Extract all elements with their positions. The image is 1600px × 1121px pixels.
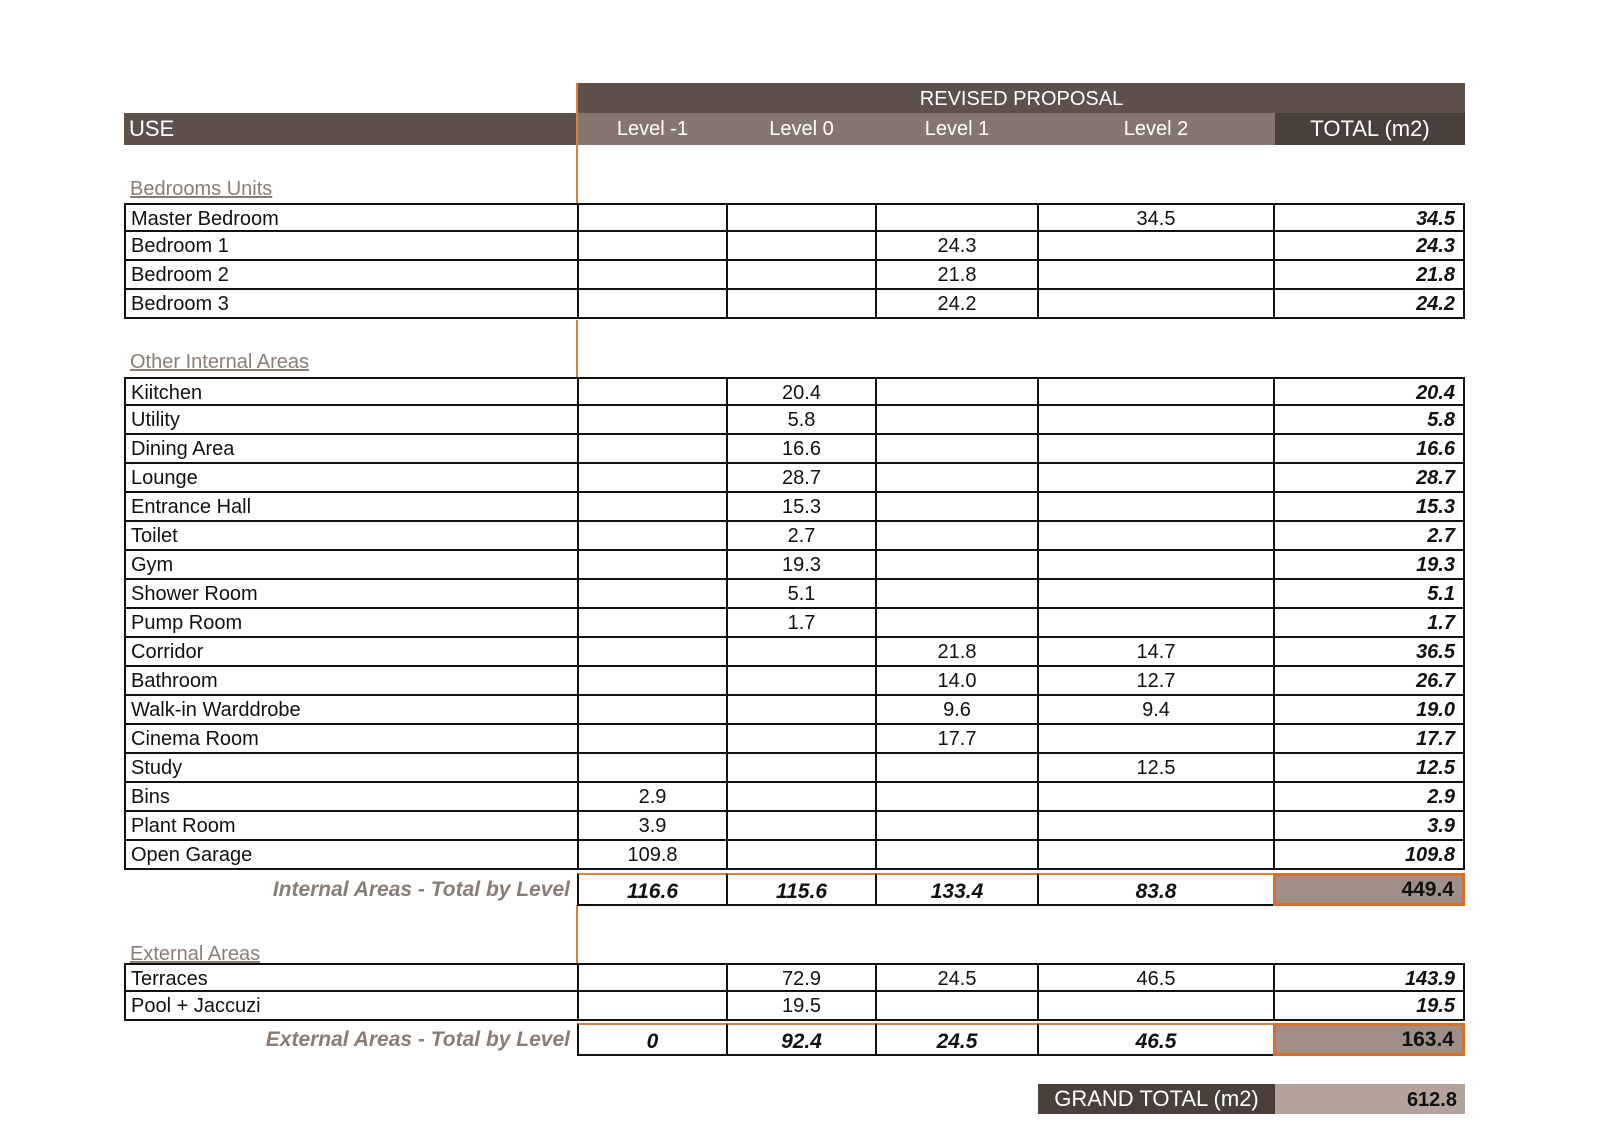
use-cell: Master Bedroom bbox=[124, 203, 577, 232]
level-2-header: Level 2 bbox=[1123, 118, 1189, 140]
level-1-cell: 21.8 bbox=[875, 261, 1037, 290]
total-cell: 2.7 bbox=[1273, 522, 1465, 551]
use-cell: Bins bbox=[124, 783, 577, 812]
level-2-cell bbox=[1037, 841, 1273, 870]
level-minus1-cell: 109.8 bbox=[577, 841, 726, 870]
internal-total-level-minus1: 116.6 bbox=[577, 873, 726, 906]
level-minus1-cell bbox=[577, 464, 726, 493]
table-row bbox=[124, 963, 1465, 992]
use-header: USE bbox=[124, 113, 578, 145]
level-0-cell bbox=[726, 841, 875, 870]
table-row bbox=[124, 580, 1465, 609]
level-minus1-cell bbox=[577, 696, 726, 725]
total-cell: 26.7 bbox=[1273, 667, 1465, 696]
table-row bbox=[124, 435, 1465, 464]
total-cell: 20.4 bbox=[1273, 377, 1465, 406]
level-1-cell bbox=[875, 435, 1037, 464]
total-cell: 21.8 bbox=[1273, 261, 1465, 290]
table-row bbox=[124, 377, 1465, 406]
level-2-cell bbox=[1037, 406, 1273, 435]
level-minus1-cell bbox=[577, 522, 726, 551]
level-2-cell bbox=[1037, 464, 1273, 493]
internal-total-level-1: 133.4 bbox=[875, 873, 1037, 906]
use-cell: Bathroom bbox=[124, 667, 577, 696]
level-0-cell bbox=[726, 812, 875, 841]
total-cell: 16.6 bbox=[1273, 435, 1465, 464]
use-cell: Dining Area bbox=[124, 435, 577, 464]
level-1-cell bbox=[875, 841, 1037, 870]
level-1-cell bbox=[875, 580, 1037, 609]
table-row bbox=[124, 464, 1465, 493]
column-divider-line bbox=[576, 320, 578, 378]
level-2-cell bbox=[1037, 522, 1273, 551]
level-1-cell bbox=[875, 609, 1037, 638]
table-row bbox=[124, 493, 1465, 522]
level-2-cell bbox=[1037, 551, 1273, 580]
table-row bbox=[124, 992, 1465, 1021]
use-cell: Open Garage bbox=[124, 841, 577, 870]
level-minus1-cell bbox=[577, 667, 726, 696]
level-1-cell bbox=[875, 464, 1037, 493]
total-header: TOTAL (m2) bbox=[1275, 113, 1465, 145]
table-row bbox=[124, 696, 1465, 725]
level-1-cell: 21.8 bbox=[875, 638, 1037, 667]
table-row bbox=[124, 609, 1465, 638]
level-minus1-cell bbox=[577, 609, 726, 638]
external-total-level-1: 24.5 bbox=[875, 1023, 1037, 1056]
level-2-cell bbox=[1037, 377, 1273, 406]
column-divider-line bbox=[576, 905, 578, 963]
level-1-cell: 17.7 bbox=[875, 725, 1037, 754]
grand-total-value: 612.8 bbox=[1275, 1084, 1465, 1114]
use-cell: Plant Room bbox=[124, 812, 577, 841]
external-totals-row bbox=[124, 1023, 1465, 1056]
table-row bbox=[124, 638, 1465, 667]
table-row bbox=[124, 290, 1465, 319]
level-0-cell: 28.7 bbox=[726, 464, 875, 493]
level-minus1-cell: 3.9 bbox=[577, 812, 726, 841]
level-minus1-cell bbox=[577, 232, 726, 261]
grand-total-label: GRAND TOTAL (m2) bbox=[1038, 1084, 1275, 1114]
level-0-cell: 2.7 bbox=[726, 522, 875, 551]
level-minus1-cell bbox=[577, 261, 726, 290]
level-0-cell: 16.6 bbox=[726, 435, 875, 464]
level-minus1-cell bbox=[577, 754, 726, 783]
level-minus1-cell bbox=[577, 290, 726, 319]
level-1-cell bbox=[875, 377, 1037, 406]
table-row bbox=[124, 406, 1465, 435]
internal-grand-total: 449.4 bbox=[1273, 873, 1465, 906]
use-cell: Shower Room bbox=[124, 580, 577, 609]
level-0-cell bbox=[726, 203, 875, 232]
use-cell: Terraces bbox=[124, 963, 577, 992]
level-minus1-header: Level -1 bbox=[616, 118, 689, 140]
use-cell: Bedroom 3 bbox=[124, 290, 577, 319]
use-cell: Toilet bbox=[124, 522, 577, 551]
internal-total-level-2: 83.8 bbox=[1037, 873, 1273, 906]
level-minus1-cell bbox=[577, 406, 726, 435]
total-cell: 15.3 bbox=[1273, 493, 1465, 522]
external-total-level-minus1: 0 bbox=[577, 1023, 726, 1056]
table-row bbox=[124, 667, 1465, 696]
total-cell: 19.0 bbox=[1273, 696, 1465, 725]
level-2-cell bbox=[1037, 290, 1273, 319]
table-row bbox=[124, 551, 1465, 580]
level-2-cell bbox=[1037, 725, 1273, 754]
level-0-cell: 19.3 bbox=[726, 551, 875, 580]
level-minus1-cell bbox=[577, 580, 726, 609]
level-0-cell: 19.5 bbox=[726, 992, 875, 1021]
external-grand-total: 163.4 bbox=[1273, 1023, 1465, 1056]
level-minus1-cell bbox=[577, 992, 726, 1021]
use-cell: Cinema Room bbox=[124, 725, 577, 754]
section-title-external: External Areas bbox=[130, 943, 261, 965]
internal-totals-row bbox=[124, 873, 1465, 906]
level-2-cell bbox=[1037, 812, 1273, 841]
level-1-cell bbox=[875, 493, 1037, 522]
level-1-cell: 24.2 bbox=[875, 290, 1037, 319]
level-minus1-cell bbox=[577, 203, 726, 232]
level-1-header: Level 1 bbox=[924, 118, 990, 140]
level-1-cell bbox=[875, 754, 1037, 783]
table-row bbox=[124, 783, 1465, 812]
table-row bbox=[124, 725, 1465, 754]
external-total-level-2: 46.5 bbox=[1037, 1023, 1273, 1056]
level-0-cell bbox=[726, 638, 875, 667]
total-cell: 28.7 bbox=[1273, 464, 1465, 493]
total-cell: 19.3 bbox=[1273, 551, 1465, 580]
use-cell: Corridor bbox=[124, 638, 577, 667]
level-2-cell bbox=[1037, 992, 1273, 1021]
level-1-cell bbox=[875, 551, 1037, 580]
level-1-cell: 9.6 bbox=[875, 696, 1037, 725]
level-minus1-cell: 2.9 bbox=[577, 783, 726, 812]
level-1-cell bbox=[875, 783, 1037, 812]
level-minus1-cell bbox=[577, 725, 726, 754]
total-cell: 109.8 bbox=[1273, 841, 1465, 870]
level-2-cell: 34.5 bbox=[1037, 203, 1273, 232]
level-1-cell: 14.0 bbox=[875, 667, 1037, 696]
level-1-cell bbox=[875, 812, 1037, 841]
column-divider-line bbox=[576, 83, 578, 203]
level-minus1-cell bbox=[577, 377, 726, 406]
level-minus1-cell bbox=[577, 435, 726, 464]
table-row bbox=[124, 522, 1465, 551]
external-total-level-0: 92.4 bbox=[726, 1023, 875, 1056]
use-cell: Pool + Jaccuzi bbox=[124, 992, 577, 1021]
level-0-cell: 5.1 bbox=[726, 580, 875, 609]
revised-proposal-header: REVISED PROPOSAL bbox=[578, 83, 1465, 113]
level-1-cell bbox=[875, 203, 1037, 232]
total-cell: 24.2 bbox=[1273, 290, 1465, 319]
external-totals-label: External Areas - Total by Level bbox=[265, 1028, 570, 1051]
level-2-cell: 46.5 bbox=[1037, 963, 1273, 992]
level-0-cell bbox=[726, 232, 875, 261]
level-0-cell: 15.3 bbox=[726, 493, 875, 522]
table-row bbox=[124, 203, 1465, 232]
total-cell: 5.8 bbox=[1273, 406, 1465, 435]
use-cell: Bedroom 2 bbox=[124, 261, 577, 290]
section-title-internal: Other Internal Areas bbox=[130, 351, 309, 373]
level-2-cell bbox=[1037, 232, 1273, 261]
table-row bbox=[124, 232, 1465, 261]
level-minus1-cell bbox=[577, 493, 726, 522]
level-0-cell bbox=[726, 696, 875, 725]
use-cell: Study bbox=[124, 754, 577, 783]
total-cell: 3.9 bbox=[1273, 812, 1465, 841]
total-cell: 1.7 bbox=[1273, 609, 1465, 638]
use-cell: Kiitchen bbox=[124, 377, 577, 406]
level-2-cell bbox=[1037, 580, 1273, 609]
level-0-cell: 5.8 bbox=[726, 406, 875, 435]
level-0-cell bbox=[726, 725, 875, 754]
total-cell: 24.3 bbox=[1273, 232, 1465, 261]
level-2-cell bbox=[1037, 609, 1273, 638]
level-2-cell bbox=[1037, 783, 1273, 812]
level-0-cell bbox=[726, 754, 875, 783]
level-2-cell: 9.4 bbox=[1037, 696, 1273, 725]
table-row bbox=[124, 261, 1465, 290]
level-0-header: Level 0 bbox=[769, 118, 834, 140]
use-cell: Bedroom 1 bbox=[124, 232, 577, 261]
total-cell: 12.5 bbox=[1273, 754, 1465, 783]
use-cell: Entrance Hall bbox=[124, 493, 577, 522]
level-2-cell: 14.7 bbox=[1037, 638, 1273, 667]
level-0-cell: 1.7 bbox=[726, 609, 875, 638]
level-0-cell bbox=[726, 261, 875, 290]
total-cell: 143.9 bbox=[1273, 963, 1465, 992]
level-1-cell bbox=[875, 522, 1037, 551]
total-cell: 36.5 bbox=[1273, 638, 1465, 667]
level-0-cell: 72.9 bbox=[726, 963, 875, 992]
level-0-cell: 20.4 bbox=[726, 377, 875, 406]
table-row bbox=[124, 812, 1465, 841]
total-cell: 19.5 bbox=[1273, 992, 1465, 1021]
internal-totals-label: Internal Areas - Total by Level bbox=[272, 878, 570, 901]
level-0-cell bbox=[726, 667, 875, 696]
use-cell: Walk-in Warddrobe bbox=[124, 696, 577, 725]
level-0-cell bbox=[726, 290, 875, 319]
level-0-cell bbox=[726, 783, 875, 812]
total-cell: 17.7 bbox=[1273, 725, 1465, 754]
use-cell: Lounge bbox=[124, 464, 577, 493]
total-cell: 34.5 bbox=[1273, 203, 1465, 232]
level-minus1-cell bbox=[577, 638, 726, 667]
internal-total-level-0: 115.6 bbox=[726, 873, 875, 906]
use-cell: Utility bbox=[124, 406, 577, 435]
level-2-cell bbox=[1037, 493, 1273, 522]
use-cell: Pump Room bbox=[124, 609, 577, 638]
level-1-cell: 24.5 bbox=[875, 963, 1037, 992]
level-minus1-cell bbox=[577, 963, 726, 992]
level-2-cell: 12.5 bbox=[1037, 754, 1273, 783]
use-cell: Gym bbox=[124, 551, 577, 580]
level-minus1-cell bbox=[577, 551, 726, 580]
level-2-cell: 12.7 bbox=[1037, 667, 1273, 696]
level-2-cell bbox=[1037, 261, 1273, 290]
table-row bbox=[124, 841, 1465, 870]
total-cell: 5.1 bbox=[1273, 580, 1465, 609]
total-cell: 2.9 bbox=[1273, 783, 1465, 812]
level-2-cell bbox=[1037, 435, 1273, 464]
level-1-cell: 24.3 bbox=[875, 232, 1037, 261]
table-row bbox=[124, 754, 1465, 783]
section-title-bedrooms: Bedrooms Units bbox=[130, 178, 273, 200]
level-1-cell bbox=[875, 992, 1037, 1021]
level-1-cell bbox=[875, 406, 1037, 435]
